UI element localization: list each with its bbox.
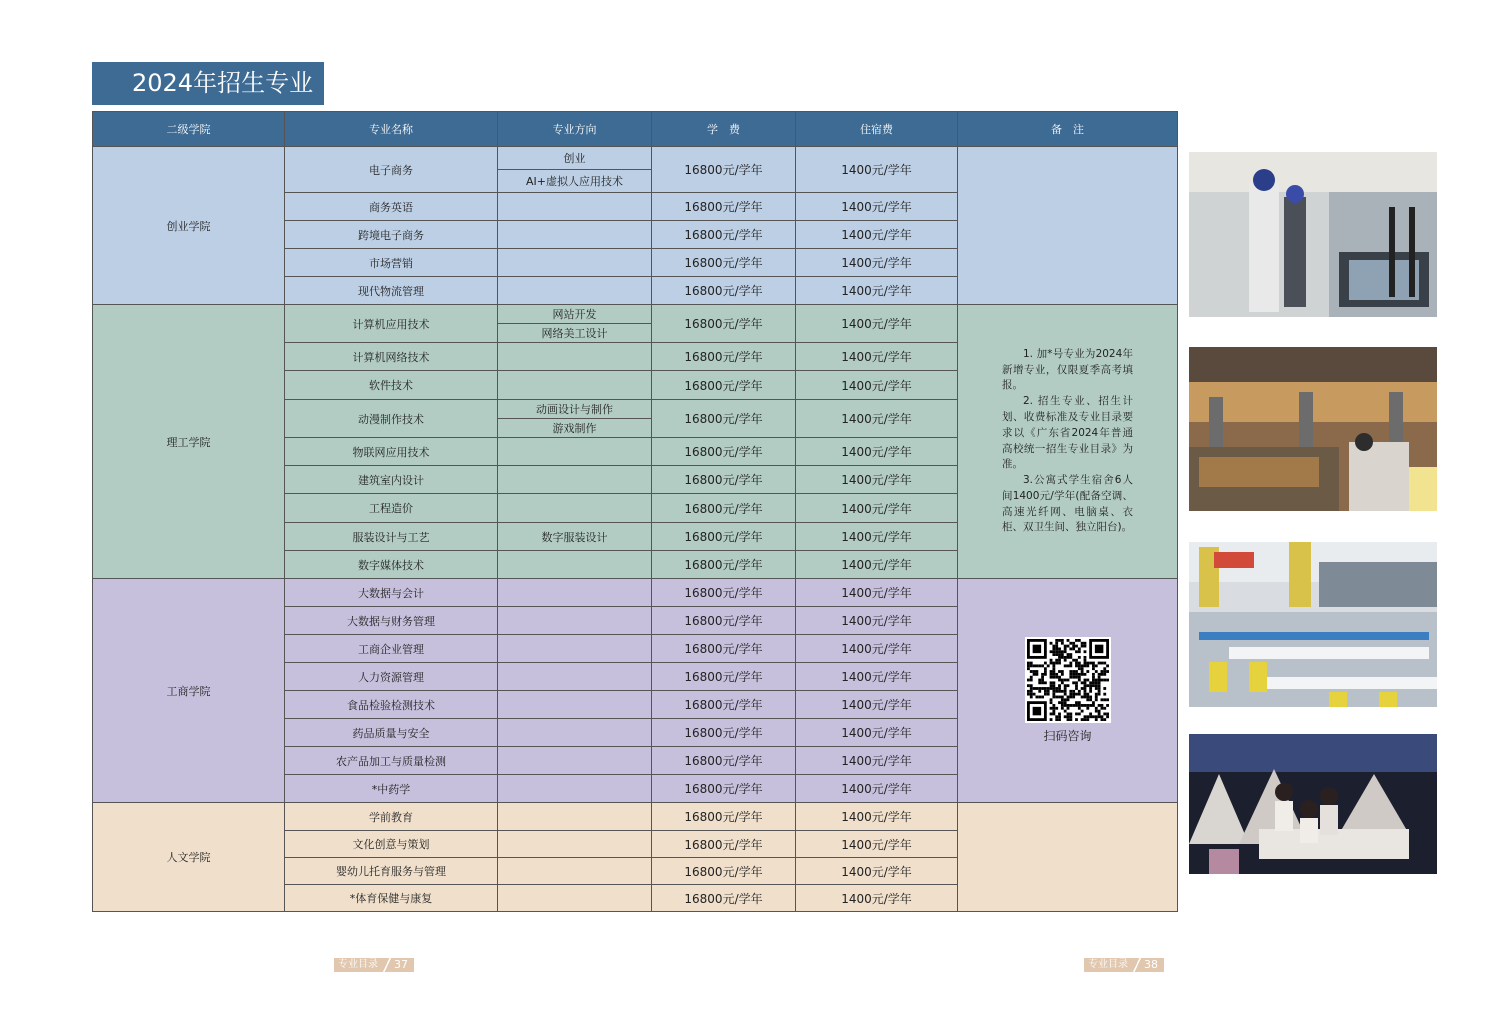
major-direction (498, 885, 652, 912)
dorm-fee: 1400元/学年 (796, 747, 958, 775)
dorm-fee: 1400元/学年 (796, 803, 958, 831)
night-market-photo (1189, 734, 1437, 874)
major-name: 建筑室内设计 (285, 466, 498, 494)
major-name: 工商企业管理 (285, 635, 498, 663)
dorm-fee: 1400元/学年 (796, 221, 958, 249)
major-name: 数字媒体技术 (285, 551, 498, 579)
direction-item: 网络美工设计 (498, 323, 651, 342)
dorm-fee: 1400元/学年 (796, 607, 958, 635)
footer-label: 专业目录 (334, 958, 382, 972)
header-major: 专业名称 (285, 112, 498, 147)
major-name: 食品检验检测技术 (285, 691, 498, 719)
major-name: 物联网应用技术 (285, 438, 498, 466)
direction-item: 网站开发 (552, 308, 597, 321)
notes-text (958, 347, 1177, 537)
college-name: 工商学院 (93, 579, 285, 803)
major-direction (498, 438, 652, 466)
major-direction (498, 803, 652, 831)
notes-empty-cell (958, 803, 1178, 912)
page-title: 2024年招生专业 (92, 62, 324, 105)
major-direction (498, 635, 652, 663)
header-direction: 专业方向 (498, 112, 652, 147)
major-direction (498, 607, 652, 635)
canteen-photo-2 (1189, 347, 1437, 511)
tuition-fee: 16800元/学年 (652, 551, 796, 579)
table-row (93, 147, 1178, 193)
dorm-fee: 1400元/学年 (796, 371, 958, 400)
major-name: 婴幼儿托育服务与管理 (285, 858, 498, 885)
major-direction (498, 747, 652, 775)
tuition-fee: 16800元/学年 (652, 523, 796, 551)
dorm-fee: 1400元/学年 (796, 691, 958, 719)
dorm-fee: 1400元/学年 (796, 663, 958, 691)
dorm-fee: 1400元/学年 (796, 466, 958, 494)
table-row (93, 305, 1178, 343)
major-name: 文化创意与策划 (285, 831, 498, 858)
header-college: 二级学院 (93, 112, 285, 147)
major-name: 现代物流管理 (285, 277, 498, 305)
major-name: 计算机应用技术 (285, 305, 498, 343)
major-name: *中药学 (285, 775, 498, 803)
major-direction (498, 691, 652, 719)
direction-item: 游戏制作 (498, 418, 651, 437)
major-name: 计算机网络技术 (285, 343, 498, 371)
direction-item: 动画设计与制作 (536, 403, 613, 416)
dorm-fee: 1400元/学年 (796, 343, 958, 371)
tuition-fee: 16800元/学年 (652, 371, 796, 400)
major-direction (498, 343, 652, 371)
major-name: 学前教育 (285, 803, 498, 831)
major-direction (498, 249, 652, 277)
tuition-fee: 16800元/学年 (652, 747, 796, 775)
note-item: 2. 招生专业、招生计划、收费标准及专业目录要求以《广东省2024年普通高校统一招生专业目录》为准。 (1002, 395, 1133, 471)
tuition-fee: 16800元/学年 (652, 147, 796, 193)
dorm-fee: 1400元/学年 (796, 858, 958, 885)
footer-label: 专业目录 (1084, 958, 1132, 972)
major-name: 商务英语 (285, 193, 498, 221)
tuition-fee: 16800元/学年 (652, 305, 796, 343)
major-direction (498, 277, 652, 305)
direction-item: 创业 (563, 152, 586, 165)
dorm-fee: 1400元/学年 (796, 249, 958, 277)
qr-block (958, 637, 1177, 744)
dorm-fee: 1400元/学年 (796, 579, 958, 607)
majors-table (92, 111, 1178, 912)
dorm-fee: 1400元/学年 (796, 147, 958, 193)
major-name: 跨境电子商务 (285, 221, 498, 249)
dorm-fee: 1400元/学年 (796, 305, 958, 343)
major-name: 人力资源管理 (285, 663, 498, 691)
tuition-fee: 16800元/学年 (652, 803, 796, 831)
major-name: 软件技术 (285, 371, 498, 400)
tuition-fee: 16800元/学年 (652, 494, 796, 523)
major-name: 工程造价 (285, 494, 498, 523)
table-header-row (93, 112, 1178, 147)
qr-cell (958, 579, 1178, 803)
major-name: 电子商务 (285, 147, 498, 193)
header-dorm: 住宿费 (796, 112, 958, 147)
tuition-fee: 16800元/学年 (652, 221, 796, 249)
canteen-photo-1 (1189, 152, 1437, 317)
note-item: 1. 加*号专业为2024年新增专业，仅限夏季高考填报。 (1002, 347, 1133, 392)
dorm-fee: 1400元/学年 (796, 775, 958, 803)
major-name: 服装设计与工艺 (285, 523, 498, 551)
tuition-fee: 16800元/学年 (652, 249, 796, 277)
major-direction (498, 193, 652, 221)
major-direction: 数字服装设计 (498, 523, 652, 551)
dorm-fee: 1400元/学年 (796, 400, 958, 438)
tuition-fee: 16800元/学年 (652, 400, 796, 438)
page-footer-right (1084, 958, 1164, 972)
dorm-fee: 1400元/学年 (796, 719, 958, 747)
major-name: 大数据与财务管理 (285, 607, 498, 635)
tuition-fee: 16800元/学年 (652, 831, 796, 858)
tuition-fee: 16800元/学年 (652, 438, 796, 466)
dorm-fee: 1400元/学年 (796, 635, 958, 663)
major-direction (498, 858, 652, 885)
header-tuition: 学 费 (652, 112, 796, 147)
tuition-fee: 16800元/学年 (652, 277, 796, 305)
major-direction (498, 551, 652, 579)
table-row (93, 803, 1178, 831)
tuition-fee: 16800元/学年 (652, 466, 796, 494)
major-direction (498, 400, 652, 438)
dorm-fee: 1400元/学年 (796, 438, 958, 466)
college-name: 人文学院 (93, 803, 285, 912)
major-direction (498, 775, 652, 803)
table-row (93, 579, 1178, 607)
major-name: 动漫制作技术 (285, 400, 498, 438)
major-direction (498, 147, 652, 193)
page-number: 38 (1142, 958, 1164, 972)
tuition-fee: 16800元/学年 (652, 663, 796, 691)
direction-item: AI+虚拟人应用技术 (498, 169, 651, 192)
notes-cell (958, 305, 1178, 579)
tuition-fee: 16800元/学年 (652, 579, 796, 607)
page-footer-left (334, 958, 414, 972)
tuition-fee: 16800元/学年 (652, 885, 796, 912)
dorm-fee: 1400元/学年 (796, 277, 958, 305)
footer-slash (1132, 958, 1142, 972)
tuition-fee: 16800元/学年 (652, 719, 796, 747)
tuition-fee: 16800元/学年 (652, 858, 796, 885)
major-direction (498, 221, 652, 249)
canteen-photo-3 (1189, 542, 1437, 707)
major-name: 市场营销 (285, 249, 498, 277)
major-name: 药品质量与安全 (285, 719, 498, 747)
dorm-fee: 1400元/学年 (796, 193, 958, 221)
major-direction (498, 371, 652, 400)
header-notes: 备 注 (958, 112, 1178, 147)
dorm-fee: 1400元/学年 (796, 551, 958, 579)
college-name: 创业学院 (93, 147, 285, 305)
dorm-fee: 1400元/学年 (796, 831, 958, 858)
page-number: 37 (392, 958, 414, 972)
major-name: 农产品加工与质量检测 (285, 747, 498, 775)
major-name: 大数据与会计 (285, 579, 498, 607)
major-direction (498, 663, 652, 691)
dorm-fee: 1400元/学年 (796, 885, 958, 912)
major-direction (498, 579, 652, 607)
major-name: *体育保健与康复 (285, 885, 498, 912)
notes-empty-cell (958, 147, 1178, 305)
tuition-fee: 16800元/学年 (652, 607, 796, 635)
tuition-fee: 16800元/学年 (652, 343, 796, 371)
major-direction (498, 305, 652, 343)
major-direction (498, 466, 652, 494)
college-name: 理工学院 (93, 305, 285, 579)
footer-slash (382, 958, 392, 972)
tuition-fee: 16800元/学年 (652, 775, 796, 803)
tuition-fee: 16800元/学年 (652, 635, 796, 663)
tuition-fee: 16800元/学年 (652, 193, 796, 221)
note-item: 3.公寓式学生宿舍6人间1400元/学年(配备空调、高速光纤网、电脑桌、衣柜、双卫生间、独立阳台)。 (1002, 474, 1133, 534)
major-direction (498, 831, 652, 858)
major-direction (498, 494, 652, 523)
dorm-fee: 1400元/学年 (796, 523, 958, 551)
qr-label: 扫码咨询 (1043, 729, 1092, 743)
tuition-fee: 16800元/学年 (652, 691, 796, 719)
major-direction (498, 719, 652, 747)
qr-code-icon[interactable] (1025, 637, 1111, 723)
dorm-fee: 1400元/学年 (796, 494, 958, 523)
